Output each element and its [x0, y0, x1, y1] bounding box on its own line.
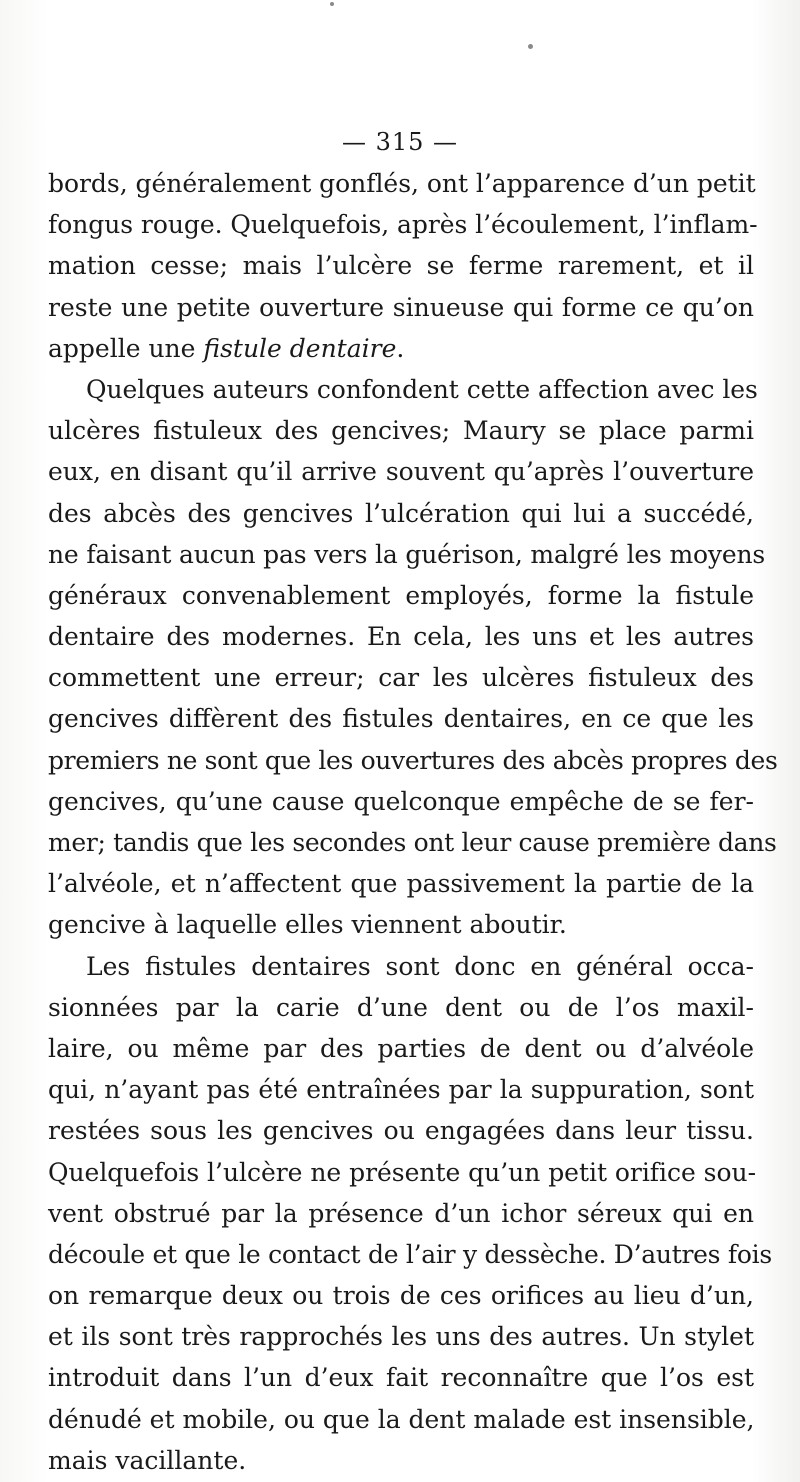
text-segment: appelle une — [48, 333, 204, 363]
italic-term: fistule dentaire — [203, 333, 397, 363]
text-line: sionnées par la carie d’une dent ou de l’os maxil- — [48, 992, 754, 1022]
text-line: ulcères fistuleux des gencives; Maury se place parmi — [48, 416, 754, 446]
text-line: mer; tandis que les secondes ont leur cause première dans — [48, 828, 777, 857]
text-line: gencives, qu’une cause quelconque empêche de se fer- — [48, 786, 754, 816]
text-line: on remarque deux ou trois de ces orifices au lieu d’un, — [48, 1281, 754, 1311]
paper-speck — [330, 2, 334, 6]
text-line: introduit dans l’un d’eux fait reconnaître que l’os est — [48, 1363, 754, 1393]
text-line: bords, généralement gonflés, ont l’apparence d’un petit — [48, 169, 756, 198]
text-line: laire, ou même par des parties de dent ou d’alvéole — [48, 1033, 754, 1063]
paper-speck — [528, 44, 533, 49]
text-line: et ils sont très rapprochés les uns des autres. Un stylet — [48, 1322, 754, 1352]
text-line: mais vacillante. — [48, 1445, 247, 1475]
text-line: Les fistules dentaires sont donc en général occa- — [86, 951, 754, 981]
text-line: reste une petite ouverture sinueuse qui forme ce qu’on — [48, 292, 754, 322]
text-line: qui, n’ayant pas été entraînées par la suppuration, sont — [48, 1075, 754, 1105]
text-line: gencives diffèrent des fistules dentaires, en ce que les — [48, 704, 754, 734]
text-line: Quelquefois l’ulcère ne présente qu’un petit orifice sou- — [48, 1157, 757, 1187]
text-line: des abcès des gencives l’ulcération qui lui a succédé, — [48, 498, 754, 528]
text-line: l’alvéole, et n’affectent que passivement la partie de la — [48, 869, 754, 899]
text-line: découle et que le contact de l’air y dessèche. D’autres fois — [48, 1239, 772, 1269]
text-line: commettent une erreur; car les ulcères fistuleux des — [48, 663, 754, 693]
text-line: Quelques auteurs confondent cette affection avec les — [86, 374, 758, 404]
body-text — [48, 163, 778, 1481]
page-number: — 315 — — [341, 128, 459, 156]
text-line — [48, 328, 754, 369]
text-line: eux, en disant qu’il arrive souvent qu’après l’ouverture — [48, 457, 754, 487]
text-line: mation cesse; mais l’ulcère se ferme rarement, et il — [48, 251, 754, 281]
text-line: vent obstrué par la présence d’un ichor séreux qui en — [48, 1198, 754, 1228]
text-line: fongus rouge. Quelquefois, après l’écoulement, l’inflam- — [48, 210, 758, 240]
text-line: ne faisant aucun pas vers la guérison, malgré les moyens — [48, 539, 766, 569]
text-line: premiers ne sont que les ouvertures des abcès propres des — [48, 745, 778, 775]
text-line: dentaire des modernes. En cela, les uns et les autres — [48, 622, 754, 652]
text-line: généraux convenablement employés, forme la fistule — [48, 580, 754, 610]
text-line: dénudé et mobile, ou que la dent malade est insensible, — [48, 1404, 755, 1434]
text-line: restées sous les gencives ou engagées dans leur tissu. — [48, 1116, 754, 1146]
text-segment: . — [396, 333, 405, 363]
text-line: gencive à laquelle elles viennent aboutir. — [48, 910, 567, 940]
